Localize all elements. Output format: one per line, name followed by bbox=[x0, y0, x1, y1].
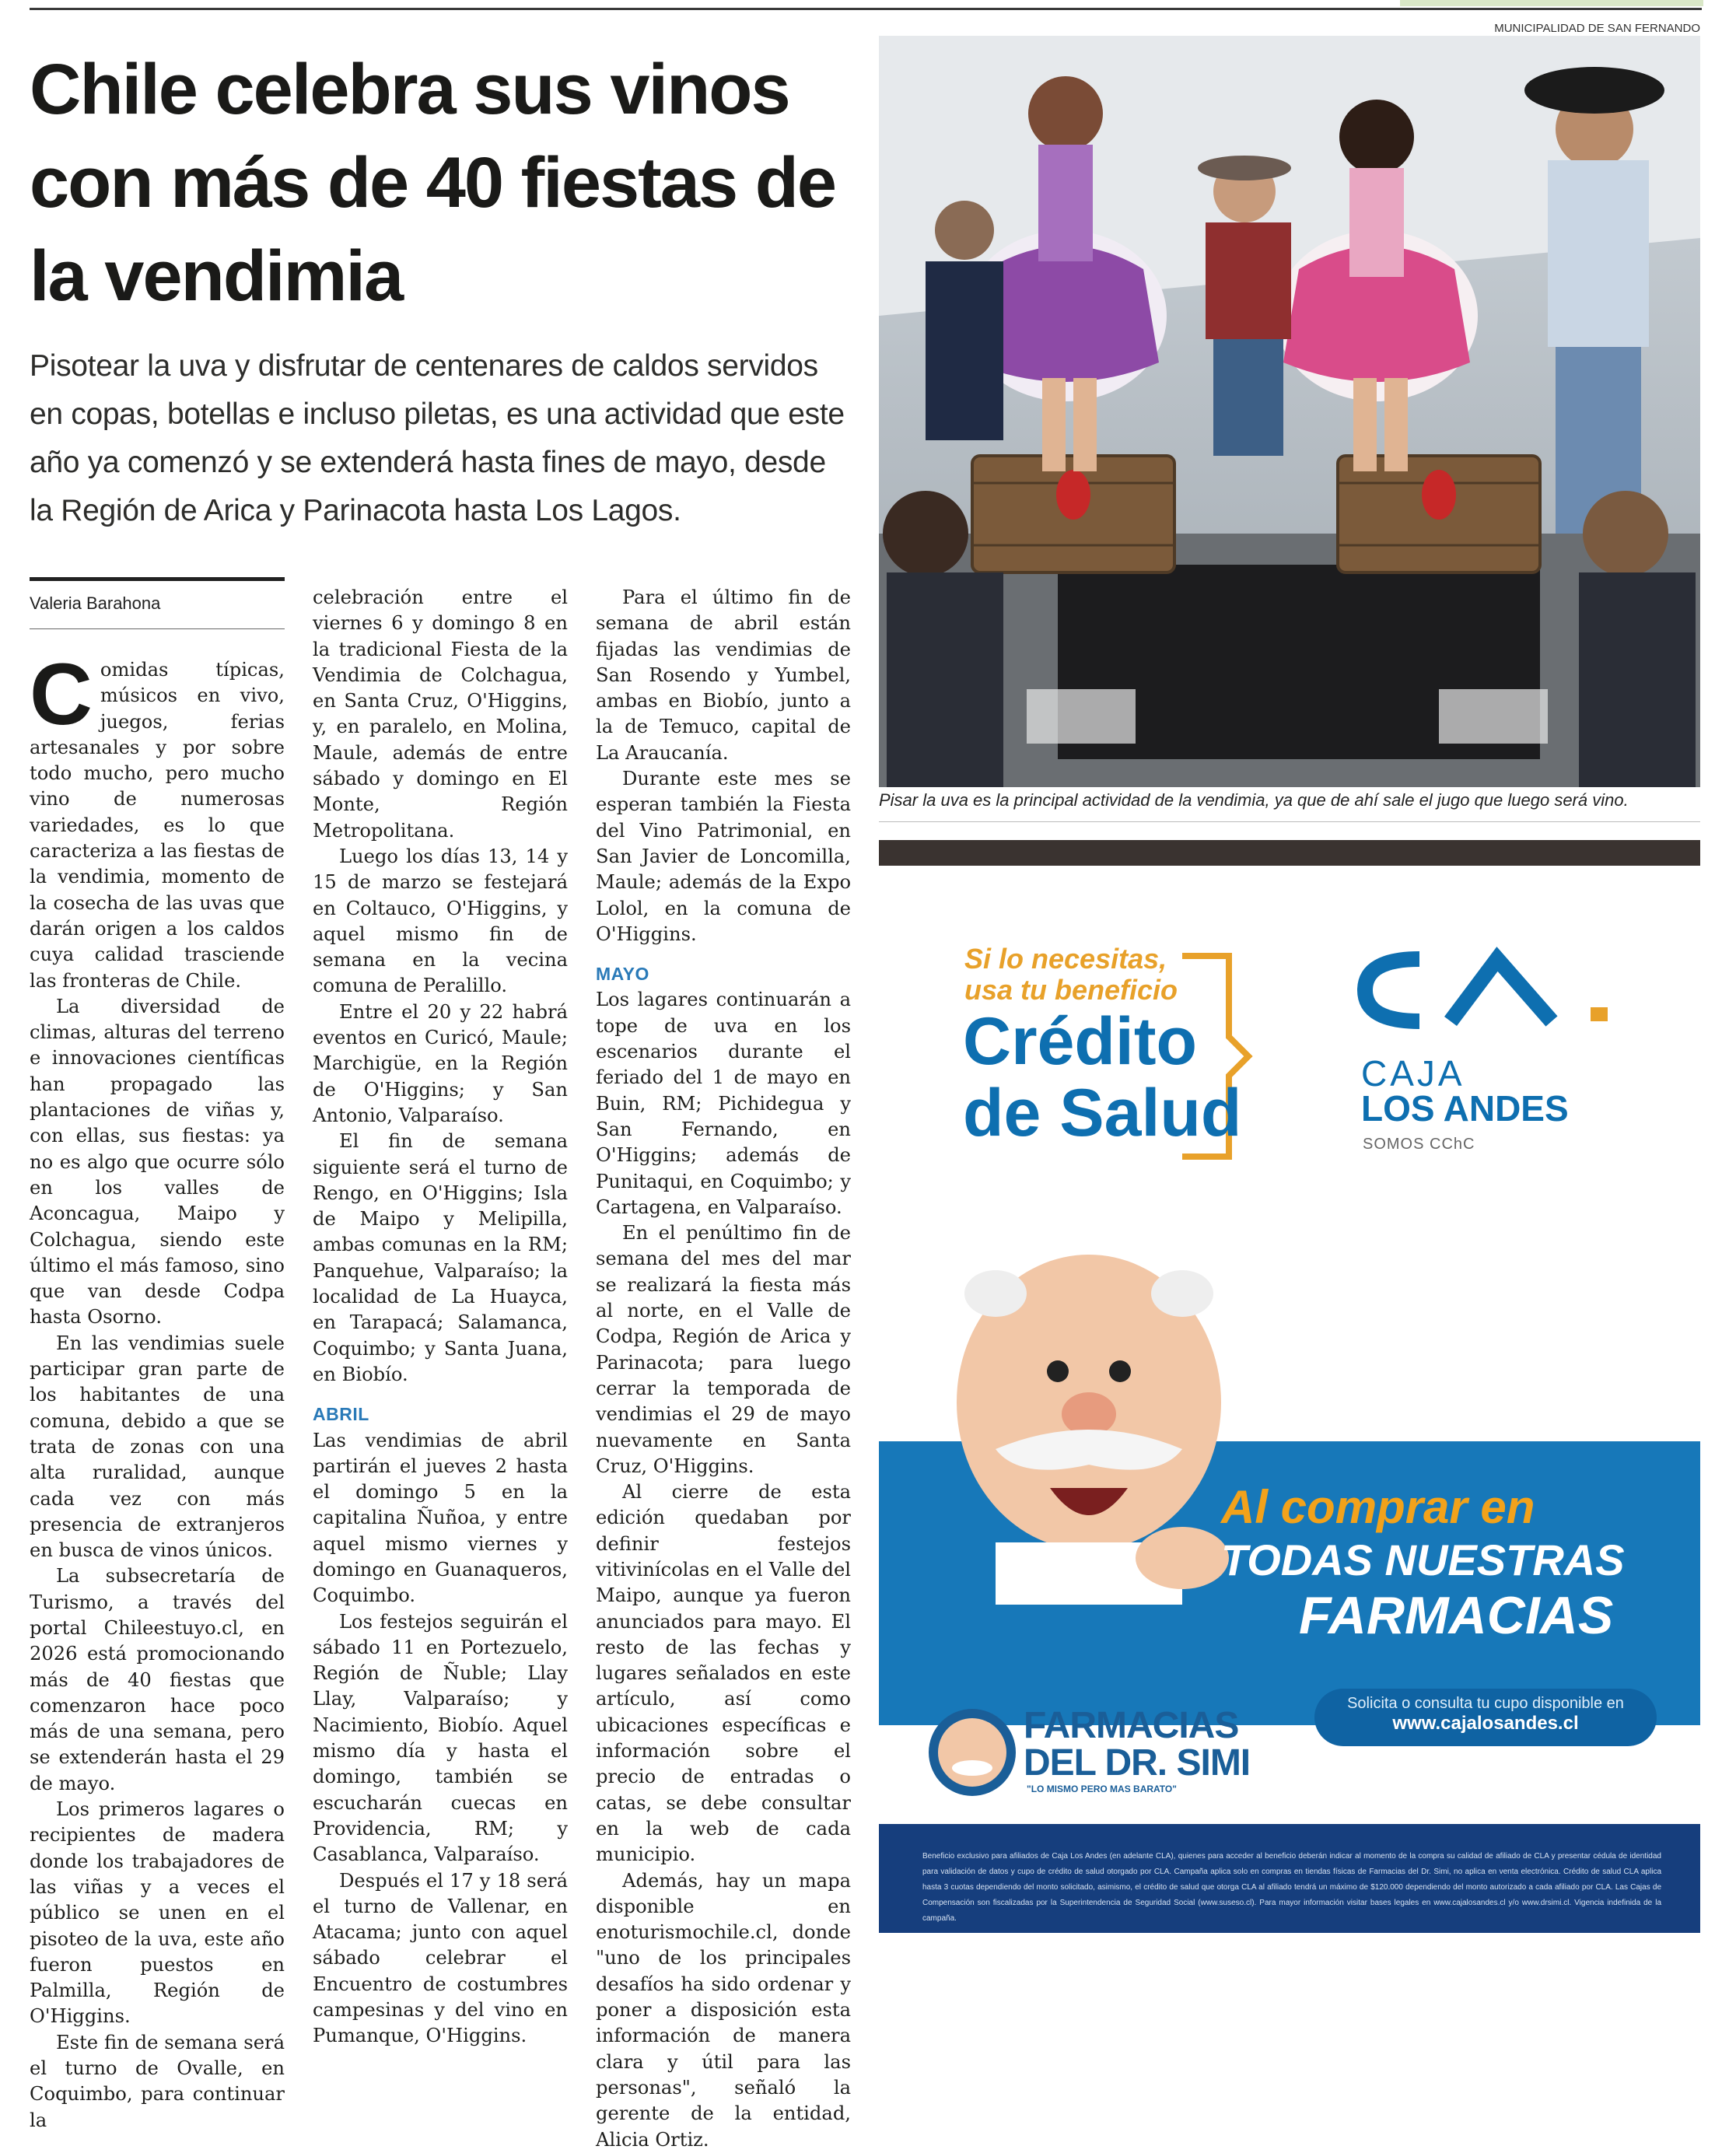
article-headline: Chile celebra sus vinos con más de 40 fiestas de la vendimia bbox=[30, 50, 836, 316]
subhead-abril: ABRIL bbox=[313, 1404, 369, 1425]
ad-line-3: FARMACIAS bbox=[1299, 1586, 1614, 1645]
simi-brand: FARMACIAS DEL DR. SIMI bbox=[1024, 1705, 1251, 1784]
paragraph: El fin de semana siguiente será el turno de Rengo, en O'Higgins; Isla de Maipo y Melipilla, ambas comunas en la RM; Panquehue, Valparaíso; la localidad de La Huayca, en Tarapacá; Salamanca, Coquimbo; y Santa Juana, en Biobío. bbox=[313, 1130, 568, 1385]
ad-top-bar bbox=[879, 840, 1700, 866]
dr-simi-mascot-icon bbox=[926, 1200, 1252, 1605]
byline-rule-bottom bbox=[30, 628, 285, 629]
cta-pill[interactable]: Solicita o consulta tu cupo disponible en www.cajalosandes.cl bbox=[1314, 1689, 1657, 1746]
photo-caption: Pisar la uva es la principal actividad de la vendimia, ya que de ahí sale el jugo que luego será vino. bbox=[879, 790, 1629, 810]
paragraph: celebración entre el viernes 6 y domingo 8 en la tradicional Fiesta de la Vendimia de Colchagua, en Santa Cruz, O'Higgins, y, en paralelo, en Molina, Maule, además de entre sábado y domingo en El Monte, Región Metropolitana. bbox=[313, 586, 568, 842]
cla-somos: SOMOS CChC bbox=[1363, 1136, 1475, 1153]
paragraph: En las vendimias suele participar gran parte de los habitantes de una comuna, debido a que se trata de zonas con una alta ruralidad, aunque cada vez con más presencia de extranjeros en busca de vinos únicos. bbox=[30, 1332, 285, 1562]
byline-rule-top bbox=[30, 577, 285, 581]
paragraph: Los lagares continuarán a tope de uva en los escenarios durante el feriado del 1 de mayo en Buin, RM; Pichidegua y San Fernando, en O'Higgins; además de Punitaqui, en Coquimbo; y Cartagena, en Valparaíso. bbox=[596, 989, 851, 1218]
photo-credit: MUNICIPALIDAD DE SAN FERNANDO bbox=[1494, 22, 1700, 35]
paragraph: Los festejos seguirán el sábado 11 en Portezuelo, Región de Ñuble; Llay Llay, Valparaíso; y Nacimiento, Biobío. Aquel mismo día y hasta el domingo, también se escucharán cuecas en Providencia, RM; y Casablanca, Valparaíso. bbox=[313, 1610, 568, 1866]
byline: Valeria Barahona bbox=[30, 593, 161, 613]
ad-line-1: Al comprar en bbox=[1221, 1481, 1535, 1533]
cla-los-andes: LOS ANDES bbox=[1361, 1088, 1569, 1129]
grape-stomping-photo bbox=[879, 36, 1700, 787]
article-column-3 bbox=[596, 585, 851, 2153]
ad-title: Crédito de Salud bbox=[963, 1004, 1242, 1150]
farmacias-simi-logo-icon bbox=[926, 1706, 1019, 1799]
paragraph: Los primeros lagares o recipientes de madera donde los trabajadores de las viñas y a veces el público se unen en el pisoteo de la uva, este año fueron puestos en Palmilla, Región de O'Higgins. bbox=[30, 1798, 285, 2028]
subhead-mayo: MAYO bbox=[596, 964, 649, 985]
caption-rule bbox=[879, 821, 1700, 822]
ad-tagline: Si lo necesitas, usa tu beneficio bbox=[964, 943, 1178, 1006]
paragraph: Al cierre de esta edición quedaban por definir festejos vitivinícolas en el Valle del Maipo, aunque ya fueron anunciados para mayo. El resto de las fechas y lugares señalados en este artículo, así como ubicaciones específicas e información sobre el precio de entradas o catas, se debe consultar en la web de cada municipio. bbox=[596, 1481, 851, 1866]
page-header-strip bbox=[1400, 0, 1703, 6]
paragraph: En el penúltimo fin de semana del mes del mar se realizará la fiesta más al norte, en el Valle de Codpa, Región de Arica y Parinacota; para luego cerrar la temporada de vendimias el 29 de mayo nuevamente en Santa Cruz, O'Higgins. bbox=[596, 1222, 851, 1477]
paragraph: Después el 17 y 18 será el turno de Vallenar, en Atacama; junto con aquel sábado celebrar el Encuentro de costumbres campesinas y del vino en Pumanque, O'Higgins. bbox=[313, 1869, 568, 2047]
advertisement bbox=[879, 866, 1700, 1933]
paragraph: Además, hay un mapa disponible en enoturismochile.cl, donde "uno de los principales desafíos ha sido ordenar y poner a disposición esta información de manera clara y útil para las personas", señaló la gerente de la entidad, Alicia Ortiz. bbox=[596, 1869, 851, 2151]
article-deck: Pisotear la uva y disfrutar de centenares de caldos servidos en copas, botellas e incluso piletas, es una actividad que este año ya comenzó y se extenderá hasta fines de mayo, desde la Región de Arica y Parinacota hasta Los Lagos. bbox=[30, 349, 845, 527]
legal-text: Beneficio exclusivo para afiliados de Caja Los Andes (en adelante CLA), quienes para acceder al beneficio deberán indicar al momento de la compra su calidad de afiliado de CLA y presentar cédula de identidad para validación de datos y cupo de crédito de salud otorgado por CLA. Campaña aplica solo en compras en tiendas físicas de Farmacias del Dr. Simi, no aplica en venta electrónica. Crédito de salud CLA aplica hasta 3 cuotas dependiendo del monto solicitado, asimismo, el crédito de salud que otorga CLA al afiliado tendrá un máximo de $120.000 dependiendo del monto autorizado a cada afiliado por CLA. Las Cajas de Compensación son fiscalizadas por la Superintendencia de Seguridad Social (www.suseso.cl). Para mayor información visitar bases legales en www.cajalosandes.cl y/o www.drsimi.cl. Vigencia indefinida de la campaña. bbox=[922, 1852, 1661, 1923]
cla-logo-icon bbox=[1357, 943, 1622, 1037]
article-column-2 bbox=[313, 585, 568, 2050]
top-rule bbox=[30, 8, 1702, 10]
paragraph: Entre el 20 y 22 habrá eventos en Curicó, Maule; Marchigüe, en la Región de O'Higgins; y San Antonio, Valparaíso. bbox=[313, 1000, 568, 1126]
paragraph: Las vendimias de abril partirán el jueves 2 hasta el domingo 5 en la capitalina Ñuñoa, y entre aquel mismo viernes y domingo en Guanaqueros, Coquimbo. bbox=[313, 1429, 568, 1607]
paragraph: Durante este mes se esperan también la Fiesta del Vino Patrimonial, en San Javier de Loncomilla, Maule; además de la Expo Lolol, en la comuna de O'Higgins. bbox=[596, 768, 851, 945]
simi-slogan: "LO MISMO PERO MAS BARATO" bbox=[1027, 1784, 1177, 1794]
paragraph: Este fin de semana será el turno de Ovalle, en Coquimbo, para continuar la bbox=[30, 2031, 285, 2131]
paragraph: La subsecretaría de Turismo, a través del portal Chileestuyo.cl, en 2026 está promocionando más de 40 fiestas que comenzaron hace poco más de una semana, pero se extenderán hasta el 29 de mayo. bbox=[30, 1565, 285, 1794]
paragraph: Luego los días 13, 14 y 15 de marzo se festejará en Coltauco, O'Higgins, y aquel mismo fin de semana en la vecina comuna de Peralillo. bbox=[313, 845, 568, 997]
ad-line-2: TODAS NUESTRAS bbox=[1221, 1535, 1625, 1584]
paragraph: La diversidad de climas, alturas del terreno e innovaciones científicas han propagado las plantaciones de viñas y, con ellas, sus fiestas: ya no es algo que ocurre sólo en los valles de Aconcagua, Maipo y Colchagua, siendo este último el más famoso, sino que van desde Codpa hasta Osorno. bbox=[30, 995, 285, 1329]
article-column-1 bbox=[30, 646, 285, 2134]
drop-cap: C bbox=[30, 646, 93, 743]
article-photo bbox=[879, 36, 1700, 787]
paragraph: Para el último fin de semana de abril están fijadas las vendimias de San Rosendo y Yumbel, ambas en Biobío, junto a la de Temuco, capital de La Araucanía. bbox=[596, 586, 851, 764]
paragraph: Comidas típicas, músicos en vivo, juegos, ferias artesanales y por sobre todo mucho, pero mucho vino de numerosas variedades, es lo que caracteriza a las fiestas de la vendimia, momento de la cosecha de las uvas que darán origen a los caldos cuya calidad trasciende las fronteras de Chile. bbox=[30, 646, 285, 992]
cla-caja: CAJA bbox=[1361, 1053, 1465, 1094]
cta-url: www.cajalosandes.cl bbox=[1392, 1713, 1579, 1734]
